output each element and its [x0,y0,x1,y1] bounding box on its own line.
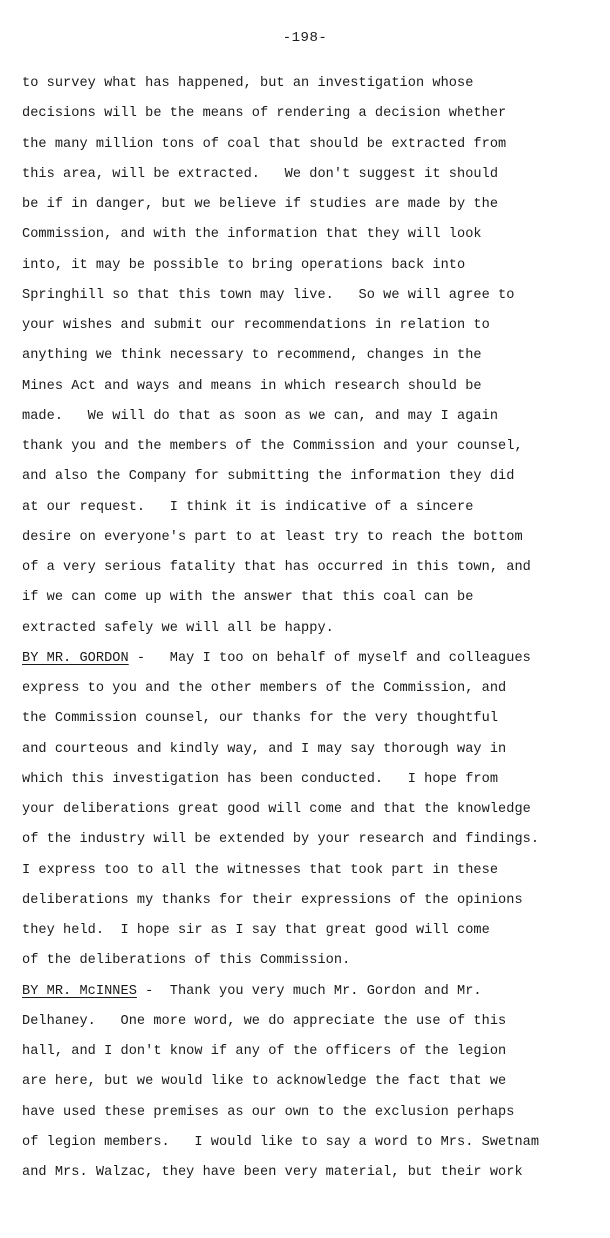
text-line: extracted safely we will all be happy. [22,620,334,636]
text-line: be if in danger, but we believe if studies are made by the [22,197,499,212]
text-line: at our request. I think it is indicative of a sincere [22,499,474,515]
text-line: they held. I hope sir as I say that great good will come [22,923,490,938]
page-number: -198- [282,30,328,46]
text-line: Mines Act and ways and means in which research should be [22,378,482,394]
text-line: the many million tons of coal that should be extracted from [22,136,507,152]
text-line: the Commission counsel, our thanks for the very thoughtful [22,711,499,727]
text-line: made. We will do that as soon as we can, and may I again [22,408,499,424]
speaker-line-gordon: BY MR. GORDON - May I too on behalf of myself and colleagues [22,650,531,666]
speaker-label: BY MR. GORDON [22,650,129,666]
text-line: Commission, and with the information that they will look [22,227,482,243]
text-line: and also the Company for submitting the information they did [22,469,515,485]
text-line: of the industry will be extended by your research and findings. [22,832,540,848]
text-line: if we can come up with the answer that this coal can be [22,590,474,606]
text-line: your wishes and submit our recommendations in relation to [22,318,490,333]
speaker-line-mcinnes: BY MR. McINNES - Thank you very much Mr. Gordon and Mr. [22,983,482,999]
text-line: Delhaney. One more word, we do appreciate the use of this [22,1013,507,1029]
text-line: which this investigation has been conducted. I hope from [22,771,499,787]
speaker-label: BY MR. McINNES [22,983,137,999]
text-line: your deliberations great good will come and that the knowledge [22,802,531,817]
text-line: of legion members. I would like to say a word to Mrs. Swetnam [22,1134,540,1150]
text-line: express to you and the other members of the Commission, and [22,681,507,696]
text-line: and Mrs. Walzac, they have been very material, but their work [22,1165,523,1180]
text-line: I express too to all the witnesses that took part in these [22,862,499,878]
text-line: hall, and I don't know if any of the officers of the legion [22,1044,507,1059]
text-line: have used these premises as our own to the exclusion perhaps [22,1104,515,1120]
text-line: into, it may be possible to bring operations back into [22,257,466,273]
text-line: and courteous and kindly way, and I may say thorough way in [22,741,507,757]
text-line: are here, but we would like to acknowledge the fact that we [22,1074,507,1090]
text-line: decisions will be the means of rendering a decision whether [22,106,507,122]
text-line: thank you and the members of the Commission and your counsel, [22,439,523,454]
text-line: to survey what has happened, but an investigation whose [22,76,474,91]
text-line: desire on everyone's part to at least try to reach the bottom [22,529,523,545]
text-line: deliberations my thanks for their expressions of the opinions [22,892,523,908]
text-line: anything we think necessary to recommend, changes in the [22,348,482,364]
transcript-body [22,74,602,1193]
text-line: of the deliberations of this Commission. [22,953,351,969]
text-line: this area, will be extracted. We don't suggest it should [22,166,499,182]
text-line: of a very serious fatality that has occurred in this town, and [22,560,531,575]
text-line: Springhill so that this town may live. So we will agree to [22,287,515,303]
